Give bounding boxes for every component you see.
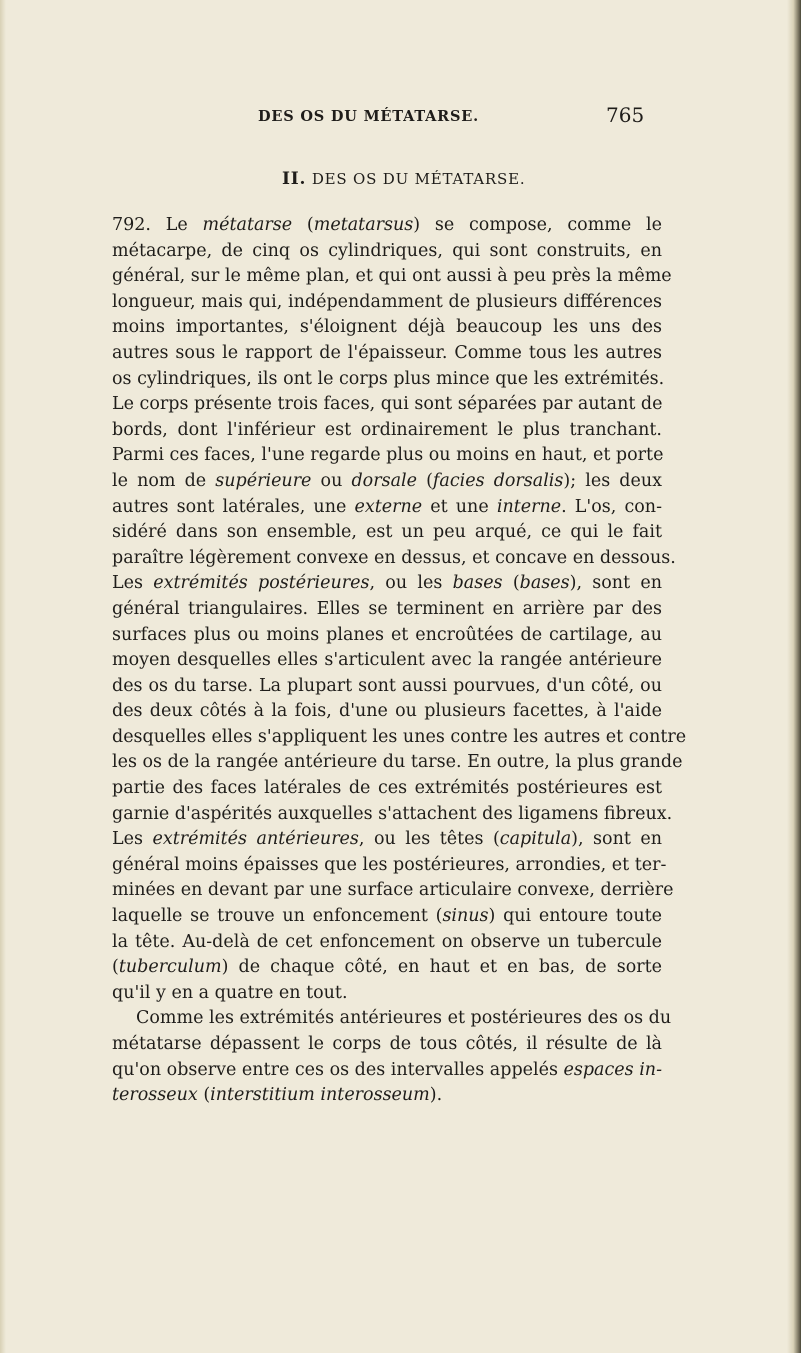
text-line <box>112 290 662 316</box>
text-run: ( <box>292 215 314 235</box>
text-line <box>112 264 672 290</box>
text-line <box>112 1032 662 1058</box>
text-run: garnie d'aspérités auxquelles s'attachent des ligamens fibreux. <box>112 803 673 824</box>
text-line <box>112 495 662 521</box>
text-run: surfaces plus ou moins planes et encroûtées de cartilage, au <box>112 624 662 645</box>
text-line <box>112 239 662 265</box>
page-left-shadow <box>0 0 6 1353</box>
text-run: ( <box>112 957 119 978</box>
text-run: général triangulaires. Elles se terminent en arrière par des <box>112 598 662 619</box>
italic-term: capitula <box>499 829 572 850</box>
text-line <box>112 904 662 930</box>
text-run: Le corps présente trois faces, qui sont séparées par autant de <box>112 394 663 415</box>
text-line <box>112 571 662 597</box>
text-run: ) de chaque côté, en haut et en bas, de sorte <box>221 957 662 978</box>
section-number: II. <box>282 169 307 189</box>
text-run: ); les deux <box>563 470 662 491</box>
running-head-title: DES OS DU MÉTATARSE. <box>258 108 479 125</box>
text-line <box>112 469 662 495</box>
text-run: autres sont latérales, une <box>112 496 355 517</box>
text-line <box>112 1058 662 1084</box>
text-line <box>112 802 673 828</box>
text-line <box>112 418 662 444</box>
text-run: ou <box>311 470 352 491</box>
text-run: desquelles elles s'appliquent les unes contre les autres et contre <box>112 726 687 747</box>
text-run: moins importantes, s'éloignent déjà beaucoup les uns des <box>112 317 662 338</box>
text-run: général, sur le même plan, et qui ont aussi à peu près la même <box>112 266 672 287</box>
text-run: Parmi ces faces, l'une regarde plus ou moins en haut, et porte <box>112 445 664 466</box>
text-run: ( <box>197 1085 211 1106</box>
text-run: 792. Le <box>112 215 203 235</box>
text-run: ) se compose, comme le <box>413 215 662 235</box>
binding-edge <box>787 0 801 1353</box>
text-run: ) qui entoure toute <box>488 906 662 927</box>
text-line <box>112 443 662 469</box>
text-run: partie des faces latérales de ces extrémités postérieures est <box>112 778 662 799</box>
italic-term: extrémités postérieures <box>153 573 370 594</box>
text-line <box>112 1006 672 1032</box>
text-line <box>112 699 662 725</box>
text-line <box>112 955 662 981</box>
text-line <box>112 213 662 239</box>
text-run: Les <box>112 829 153 850</box>
text-line <box>112 776 662 802</box>
text-line <box>112 597 662 623</box>
text-run: autres sous le rapport de l'épaisseur. Comme tous les autres <box>112 342 662 363</box>
text-run: des deux côtés à la fois, d'une ou plusieurs facettes, à l'aide <box>112 701 662 722</box>
text-run: moyen desquelles elles s'articulent avec la rangée antérieure <box>112 650 662 671</box>
text-run: métacarpe, de cinq os cylindriques, qui sont construits, en <box>112 240 662 261</box>
text-run: qu'il y en a quatre en tout. <box>112 982 348 1003</box>
text-run: ( <box>502 573 520 594</box>
text-line <box>112 853 667 879</box>
text-run: ). <box>429 1085 443 1106</box>
page-number: 765 <box>606 103 645 127</box>
text-run: minées en devant par une surface articulaire convexe, derrière <box>112 880 674 901</box>
text-line <box>112 930 662 956</box>
text-line <box>112 878 674 904</box>
text-run: os cylindriques, ils ont le corps plus mince que les extrémités. <box>112 368 665 389</box>
italic-term: metatarsus <box>313 215 414 235</box>
italic-term: tuberculum <box>118 957 222 978</box>
text-run: , ou les <box>369 573 453 594</box>
section-heading <box>282 169 525 189</box>
section-title: DES OS DU MÉTATARSE. <box>311 170 526 188</box>
italic-term: extrémités antérieures <box>152 829 359 850</box>
text-line <box>112 1083 662 1109</box>
text-run: métatarse dépassent le corps de tous côtés, il résulte de là <box>112 1034 662 1054</box>
text-run: Les <box>112 573 154 594</box>
text-line <box>112 315 662 341</box>
text-line <box>112 520 662 546</box>
italic-term: facies dorsalis <box>432 470 564 491</box>
italic-term: métatarse <box>202 215 293 235</box>
text-run: et une <box>422 496 497 517</box>
text-line <box>112 674 662 700</box>
text-run: laquelle se trouve un enfoncement ( <box>112 906 443 927</box>
text-run: , ou les têtes ( <box>358 829 500 850</box>
running-head <box>258 103 645 128</box>
italic-term: interne <box>496 496 562 517</box>
text-run: général moins épaisses que les postérieures, arrondies, et ter- <box>112 854 667 875</box>
text-line <box>112 981 662 1007</box>
text-run: ), sont en <box>569 573 663 594</box>
italic-term: bases <box>519 573 570 594</box>
text-run: ), sont en <box>571 829 663 850</box>
body-text <box>112 213 687 1109</box>
text-line <box>112 750 683 776</box>
text-line <box>112 623 662 649</box>
text-run: sidéré dans son ensemble, est un peu arqué, ce qui le fait <box>112 522 662 543</box>
italic-term: sinus <box>442 906 489 927</box>
text-line <box>112 546 676 572</box>
text-line <box>112 367 665 393</box>
text-line <box>112 648 662 674</box>
italic-term: dorsale <box>351 470 417 491</box>
text-run: le nom de <box>112 470 216 491</box>
text-run: des os du tarse. La plupart sont aussi pourvues, d'un côté, ou <box>112 675 662 696</box>
text-run: Comme les extrémités antérieures et postérieures des os du <box>136 1008 672 1029</box>
text-run: paraître légèrement convexe en dessus, et concave en dessous. <box>112 547 676 568</box>
italic-term: espaces in- <box>563 1059 662 1080</box>
text-line <box>112 827 662 853</box>
italic-term: externe <box>354 496 423 517</box>
text-run: . L'os, con- <box>561 496 662 517</box>
text-line <box>112 392 662 418</box>
text-run: ( <box>416 470 433 491</box>
italic-term: supérieure <box>215 470 312 491</box>
text-run: la tête. Au-delà de cet enfoncement on observe un tubercule <box>112 931 662 952</box>
italic-term: bases <box>452 573 503 594</box>
italic-term: interstitium interosseum <box>210 1085 430 1106</box>
italic-term: terosseux <box>112 1085 198 1106</box>
text-line <box>112 725 687 751</box>
text-line <box>112 341 662 367</box>
text-run: longueur, mais qui, indépendamment de plusieurs différences <box>112 291 662 312</box>
text-run: bords, dont l'inférieur est ordinairement le plus tranchant. <box>112 419 662 440</box>
text-run: les os de la rangée antérieure du tarse. En outre, la plus grande <box>112 752 683 773</box>
text-run: qu'on observe entre ces os des intervalles appelés <box>112 1059 564 1080</box>
